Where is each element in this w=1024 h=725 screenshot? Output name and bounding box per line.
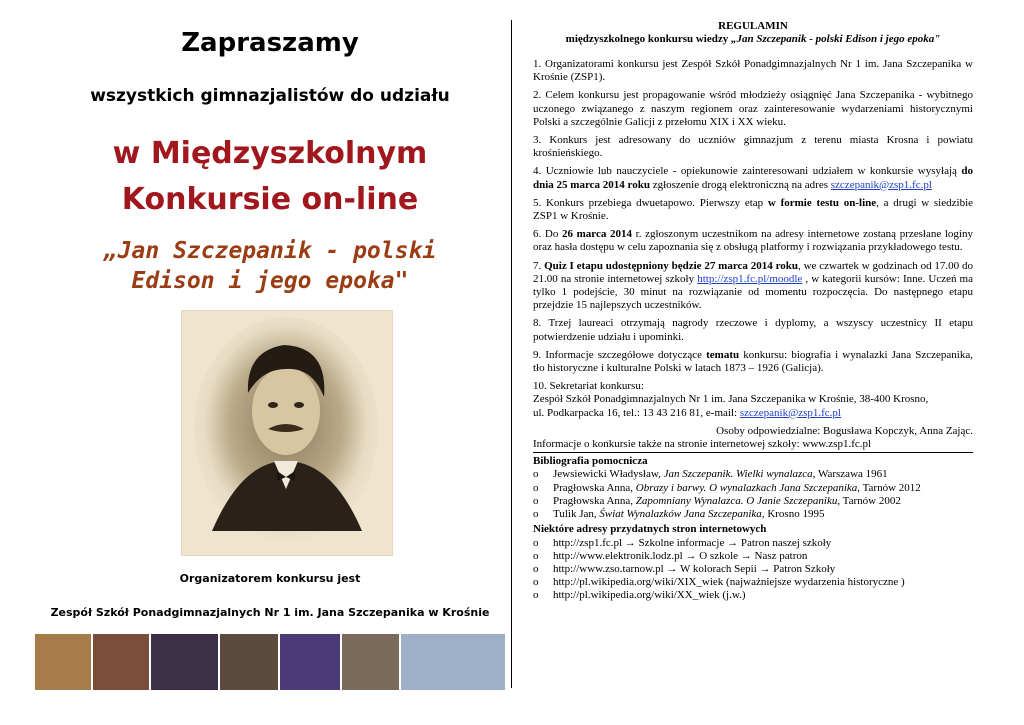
bullet-icon: o: [533, 589, 539, 602]
photo-strip: [35, 634, 505, 690]
link-item[interactable]: http://pl.wikipedia.org/wiki/XIX_wiek (najważniejsze wydarzenia historyczne ): [553, 576, 905, 589]
link-item[interactable]: http://www.elektronik.lodz.pl → O szkole → Nasz patron: [553, 549, 808, 562]
regulations-subtitle-prefix: międzyszkolnego konkursu wiedzy: [565, 33, 731, 45]
list-item: [533, 508, 973, 521]
organizer-label: Organizatorem konkursu jest: [179, 572, 361, 585]
moodle-link[interactable]: http://zsp1.fc.pl/moodle: [697, 272, 803, 285]
bib-title: Obrazy i barwy. O wynalazkach Jana Szczepanika: [635, 481, 858, 494]
rule-6: [533, 228, 973, 254]
rule-6-date: 26 marca 2014: [561, 228, 632, 241]
photo-4: [280, 634, 340, 690]
list-item[interactable]: [533, 563, 973, 576]
contest-title-line2: Konkursie on-line: [121, 182, 419, 217]
rule-3: 3. Konkurs jest adresowany do uczniów gimnazjum z terenu miasta Krosna i powiatu krośnieńskiego.: [533, 134, 973, 160]
rule-7-number: 7.: [533, 259, 545, 272]
secretariat-label: 10. Sekretariat konkursu:: [533, 380, 644, 393]
rule-10: [533, 380, 973, 420]
links-heading: Niektóre adresy przydatnych stron internetowych: [533, 523, 767, 536]
invitation-heading: Zapraszamy: [181, 28, 359, 58]
list-item: [533, 495, 973, 508]
links-list: [533, 537, 973, 603]
rule-7-text-2: , w kategorii kursów: Inne. Uczeń ma tylko 1 podejście, 30 minut na rozwiązanie od momentu rozpoczęcia. Do następnego etapu przejdzie 15 najlepszych uczestników.: [533, 272, 973, 312]
rule-4: [533, 165, 973, 191]
rule-5: [533, 197, 973, 223]
rule-6-text-2: r. zgłoszonym uczestnikom na adresy internetowe zostaną przesłane loginy oraz hasła dostępu w celu zapoznania się z obsługą platformy i rozwiązania przykładowego testu.: [533, 228, 973, 254]
left-panel: [30, 0, 510, 725]
link-item[interactable]: http://pl.wikipedia.org/wiki/XX_wiek (j.w.): [553, 589, 746, 602]
rule-5-text-2: , a drugi w siedzibie ZSP1 w Krośnie.: [533, 196, 974, 223]
rule-4-text: 4. Uczniowie lub nauczyciele - opiekunowie zainteresowani udziałem w konkursie wysyłają: [533, 165, 962, 178]
website-info: Informacje o konkursie także na stronie internetowej szkoły: www.zsp1.fc.pl: [533, 438, 973, 453]
bullet-icon: o: [533, 481, 539, 494]
column-divider: [511, 20, 512, 688]
contest-email-link[interactable]: szczepanik@zsp1.fc.pl: [830, 178, 932, 191]
bib-title: Zapomniany Wynalazca. O Janie Szczepaniku: [635, 494, 838, 507]
bullet-icon: o: [533, 549, 539, 562]
secretariat-phone: ul. Podkarpacka 16, tel.: 13 43 216 81, e-mail:: [533, 406, 740, 419]
rule-9: [533, 349, 973, 375]
portrait-illustration: [182, 311, 392, 555]
bib-place: , Tarnów 2012: [857, 481, 921, 494]
organizer-name: Zespół Szkół Ponadgimnazjalnych Nr 1 im. Jana Szczepanika w Krośnie: [50, 606, 490, 619]
rule-7-text: , we czwartek w godzinach od 17.00 do 21.00 na stronie internetowej szkoły: [533, 259, 974, 285]
rule-1: 1. Organizatorami konkursu jest Zespół Szkół Ponadgimnazjalnych Nr 1 im. Jana Szczepanika w Krośnie (ZSP1).: [533, 58, 973, 84]
rule-6-text: 6. Do: [533, 228, 562, 241]
secretariat-address: Zespół Szkół Ponadgimnazjalnych Nr 1 im. Jana Szczepanika w Krośnie, 38-400 Krosno,: [533, 393, 929, 406]
list-item: [533, 482, 973, 495]
bib-author: Pragłowska Anna,: [553, 481, 636, 494]
bib-place: , Krosno 1995: [761, 508, 825, 521]
bullet-icon: o: [533, 468, 539, 481]
rule-5-text: 5. Konkurs przebiega dwuetapowo. Pierwszy etap: [533, 196, 768, 209]
link-item[interactable]: http://www.zso.tarnow.pl → W kolorach Sepii → Patron Szkoły: [553, 562, 836, 575]
bullet-icon: o: [533, 576, 539, 589]
link-item[interactable]: http://zsp1.fc.pl → Szkolne informacje → Patron naszej szkoły: [553, 536, 832, 549]
photo-1: [93, 634, 149, 690]
rule-7: [533, 260, 973, 313]
bibliography-list: [533, 468, 973, 521]
photo-3: [220, 634, 278, 690]
bullet-icon: o: [533, 508, 539, 521]
bib-place: , Tarnów 2002: [837, 494, 901, 507]
regulations-title: REGULAMIN: [718, 20, 788, 32]
school-logo-image: [35, 634, 91, 690]
responsible-persons: Osoby odpowiedzialne: Bogusława Kopczyk, Anna Zając.: [716, 424, 973, 437]
list-item[interactable]: [533, 576, 973, 589]
bib-author: Pragłowska Anna,: [553, 494, 636, 507]
contest-quote: „Jan Szczepanik - polski Edison i jego epoka": [103, 238, 437, 294]
rule-4-deadline: do dnia 25 marca 2014 roku: [533, 165, 973, 191]
bibliography-heading: Bibliografia pomocnicza: [533, 455, 648, 468]
rule-9-text-2: konkursu: biografia i wynalazki Jana Szczepanika, tło historyczne i kulturalne Polski w latach 1873 – 1926 (Galicja).: [533, 348, 973, 375]
list-item[interactable]: [533, 550, 973, 563]
photo-6: [401, 634, 505, 690]
rule-5-bold: w formie testu on-line: [767, 196, 877, 209]
bib-place: , Warszawa 1961: [812, 468, 888, 481]
photo-2: [151, 634, 219, 690]
bullet-icon: o: [533, 562, 539, 575]
bib-title: Świat Wynalazków Jana Szczepanika: [599, 508, 762, 521]
bullet-icon: o: [533, 536, 539, 549]
bib-title: Jan Szczepanik. Wielki wynalazca: [663, 468, 813, 481]
regulations-subtitle: [533, 33, 973, 46]
secretariat-email-link[interactable]: szczepanik@zsp1.fc.pl: [739, 406, 841, 419]
bullet-icon: o: [533, 494, 539, 507]
rule-9-bold: tematu: [706, 348, 740, 361]
invitation-subheading: wszystkich gimnazjalistów do udziału: [90, 86, 450, 106]
list-item[interactable]: [533, 537, 973, 550]
rule-2: 2. Celem konkursu jest propagowanie wśród młodzieży osiągnięć Jana Szczepanika - wybitnego uczonego związanego z naszym regionem oraz zainteresowanie wydarzeniami historycznymi Polski a szczególnie Galicji z przełomu XIX i XX wieku.: [533, 89, 973, 128]
bib-author: Tulik Jan,: [553, 508, 600, 521]
rule-7-bold: Quiz I etapu udostępniony będzie 27 marca 2014 roku: [544, 259, 798, 272]
photo-5: [342, 634, 400, 690]
list-item[interactable]: [533, 589, 973, 602]
bib-author: Jewsiewicki Władysław,: [553, 468, 664, 481]
list-item: [533, 468, 973, 481]
rule-4-text-2: zgłoszenie drogą elektroniczną na adres: [649, 178, 831, 191]
secretariat-contact: [533, 407, 973, 420]
regulations-subtitle-name: „Jan Szczepanik - polski Edison i jego epoka": [731, 33, 941, 45]
rule-8: 8. Trzej laureaci otrzymają nagrody rzeczowe i dyplomy, a wszyscy uczestnicy II etapu potwierdzenie udziału i upominki.: [533, 317, 973, 343]
contest-title-line1: w Międzyszkolnym: [112, 136, 428, 171]
portrait-image: [181, 310, 393, 556]
rule-9-text: 9. Informacje szczegółowe dotyczące: [533, 348, 707, 361]
regulations-panel: [533, 20, 973, 603]
